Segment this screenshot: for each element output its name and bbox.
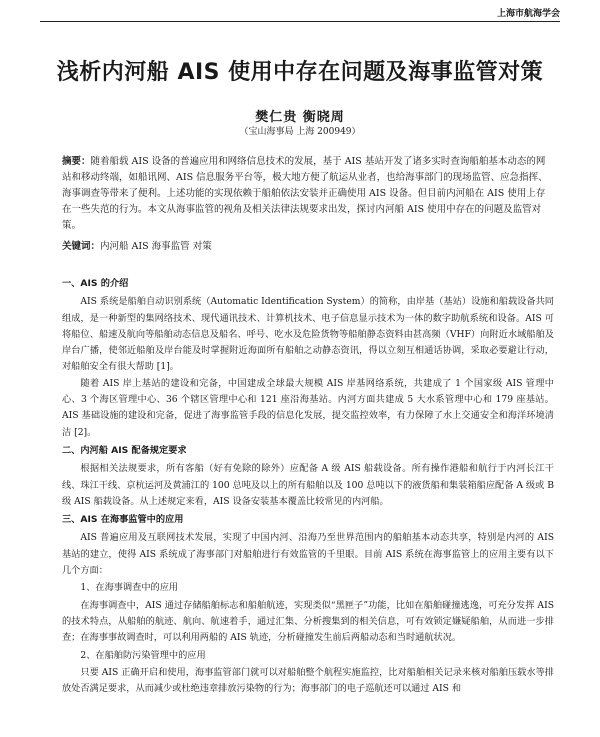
subsection-heading: 1、在海事调查中的应用 xyxy=(80,582,179,594)
keywords-label: 关键词： xyxy=(62,241,101,252)
abstract-label: 摘要： xyxy=(62,156,91,167)
paragraph: 在海事调查中，AIS 通过存储船舶标志和船舶航迹，实现类似“黑匣子”功能，比如在船舶碰撞逃逸，可充分发挥 AIS 的技术特点，从船舶的航迹、航向、航速着手，通过汇集、分析搜集到的相关信息，可有效锁定嫌疑船舶，从而进一步排查；在海事事故调查时，可以利用两船的 AIS 轨迹，分析碰撞发生前后两船动态和当时通航状况。 xyxy=(62,599,554,644)
paragraph: AIS 普遍应用及互联网技术发展，实现了中国内河、沿海乃至世界范围内的船舶基本动态共享，特别是内河的 AIS 基站的建立，使得 AIS 系统成了海事部门对船舶进行有效监管的千里眼。目前 AIS 系统在海事监管上的应用主要有以下几个方面： xyxy=(62,532,554,577)
header-rule xyxy=(40,21,560,22)
section-heading: 一、AIS 的介绍 xyxy=(62,278,129,289)
paragraph: 根据相关法规要求，所有客船（好有免除的除外）应配备 A 级 AIS 船载设备。所有操作港船和航行于内河长江干线、珠江干线、京杭运河及黄浦江的 100 总吨及以上的所有船舶以及 100 总吨以下的液货船和集装箱船应配备 A 级或 B 级 AIS 船载设备。从上述规定来看，AIS 设备安装基本覆盖比较常见的内河船。 xyxy=(62,463,554,507)
paper-body xyxy=(62,274,554,697)
journal-name: 上海市航海学会 xyxy=(496,9,560,19)
abstract-text: 随着船载 AIS 设备的普遍应用和网络信息技术的发展，基于 AIS 基站开发了诸多实时查询船舶基本动态的网站和移动终端，如船讯网、AIS 信息服务平台等，极大地方便了航运从业者，也给海事部门的现场监管、应急指挥、海事调查等带来了便利。上述功能的实现依赖于船舶依法安装并正确使用 AIS 设备。但目前内河船在 AIS 使用上存在一些失范的行为。本文从海事监管的视角及相关法律法规要求出发，探讨内河船 AIS 使用中存在的问题及监管对策。 xyxy=(62,156,548,231)
keywords xyxy=(62,239,554,255)
subsection-heading: 2、在船舶防污染管理中的应用 xyxy=(80,649,206,661)
keywords-text: 内河船 AIS 海事监管 对策 xyxy=(100,241,212,252)
paper-title: 浅析内河船 AIS 使用中存在问题及海事监管对策 xyxy=(56,60,544,85)
author-affiliation: （宝山海事局 上海 200949） xyxy=(239,127,361,137)
paragraph: 随着 AIS 岸上基站的建设和完备，中国建成全球最大规模 AIS 岸基网络系统，共建成了 1 个国家级 AIS 管理中心、3 个海区管理中心、36 个辖区管理中心和 121 座沿海基站。内河方面共建成 5 大水系管理中心和 179 座基站。AIS 基础设施的建设和完备，促进了海事监管手段的信息化发展，提交监控效率，有力保障了水上交通安全和海洋环境清洁 [2]。 xyxy=(62,377,554,438)
section-heading: 三、AIS 在海事监管中的应用 xyxy=(62,514,184,526)
paragraph: AIS 系统是船舶自动识别系统（Automatic Identification System）的简称，由岸基（基站）设施和船载设备共同组成，是一种新型的集网络技术、现代通讯技术、计算机技术、电子信息显示技术为一体的数字助航系统和设备。AIS 可将船位、船速及航向等船舶动态信息及船名、呼号、吃水及危险货物等船舶静态资料由甚高频（VHF）向附近水域船舶及岸台广播，使邻近船舶及岸台能及时掌握附近海面所有船舶之动静态资讯，得以立刻互相通话协调，采取必要避让行动，对船舶安全有很大帮助 [1]。 xyxy=(62,296,554,373)
abstract xyxy=(62,154,554,234)
paragraph: 只要 AIS 正确开启和使用，海事监管部门就可以对船舶整个航程实施监控，比对船舶相关记录来核对船舶压载水等排放处否满足要求，从而减少或杜绝违章排放污染物的行为；海事部门的电子巡航还可以通过 AIS 和 xyxy=(62,666,554,695)
paper-authors: 樊仁贵 衡晓周 xyxy=(255,110,345,125)
section-heading: 二、内河船 AIS 配备规定要求 xyxy=(62,444,187,456)
